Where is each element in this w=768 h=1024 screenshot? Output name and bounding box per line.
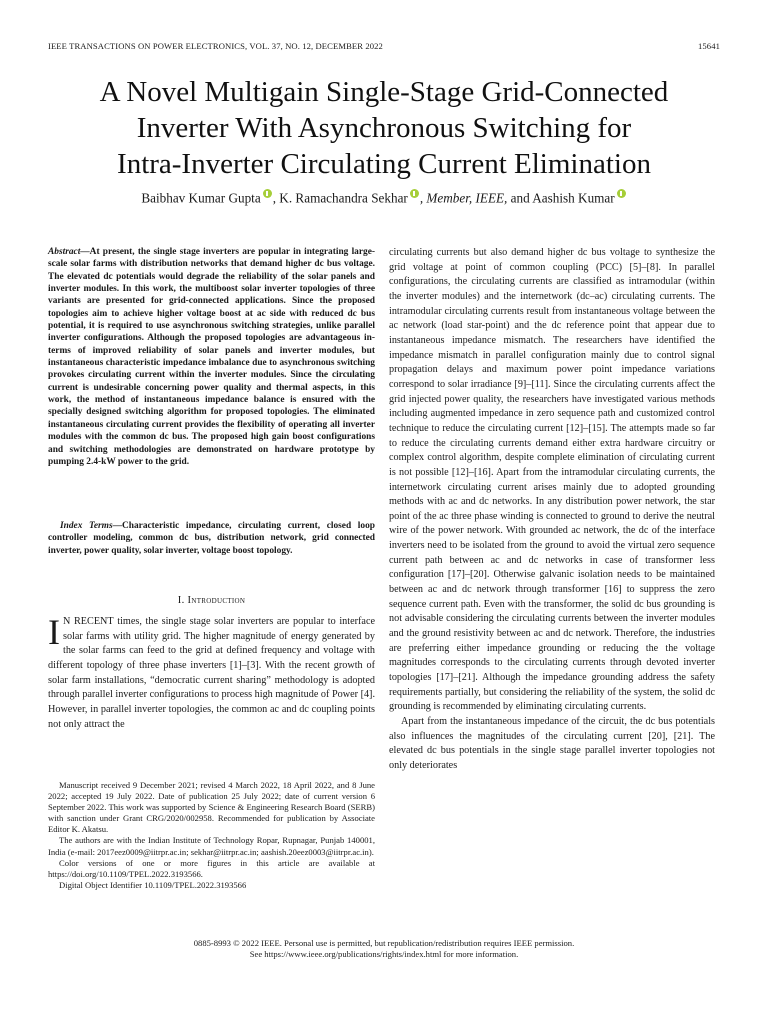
right-column-body — [389, 246, 715, 774]
paragraph: Apart from the instantaneous impedance of the circuit, the dc bus potentials also influences the magnitudes of the circulating current [20], [21]. The elevated dc bus potentials in the single stage parallel inverter topologies not only deteriorates — [389, 716, 715, 771]
title-line-3: Intra-Inverter Circulating Current Elimination — [117, 148, 651, 180]
intro-text: times, the single stage solar inverters are popular to interface solar farms with utility grid. The higher magnitude of energy generated by the solar farms can feed to the grid at defined frequency and voltage with different topology of three phase inverters [1]–[3]. With the recent growth of solar farm installations, “democratic current sharing” methodology is adopted through parallel inverter configurations to process high magnitude of Power [4]. However, in parallel inverter topologies, the common ac and dc coupling points not only attract the — [48, 616, 375, 730]
author-list — [40, 188, 728, 207]
footer-rights-link[interactable]: See https://www.ieee.org/publications/rights/index.html for more information. — [249, 949, 519, 960]
title-line-2: Inverter With Asynchronous Switching for — [136, 112, 632, 144]
journal-name: IEEE TRANSACTIONS ON POWER ELECTRONICS, VOL. 37, NO. 12, DECEMBER 2022 — [48, 41, 383, 51]
drop-cap: I — [48, 612, 60, 652]
index-terms-text: —Characteristic impedance, circulating current, closed loop controller modeling, common dc bus, distribution network, grid connected inverter, power quality, solar inverter, voltage boost topology. — [48, 521, 375, 556]
orcid-icon[interactable] — [410, 189, 419, 198]
footnote-affiliation: The authors are with the Indian Institute of Technology Ropar, Rupnagar, Punjab 140001, India (e-mail: 2017eez0009@iitrpr.ac.in; sekhar@iitrpr.ac.in; aashish.20eez0003@iitrpr.ac.in). — [48, 835, 375, 857]
footnote-doi: Digital Object Identifier 10.1109/TPEL.2022.3193566 — [59, 879, 247, 890]
paragraph: circulating currents but also demand higher dc bus voltage to synthesize the grid voltage at point of common coupling (PCC) [5]–[8]. In parallel configurations, the circulating currents are classified as intramodular (within the inverter modules) and the internetwork (dc–ac) circulating currents. The intramodular circulating currents result from instantaneous voltage between the ac network (load star-point) and the dc reference point that appear due to instantaneous impedance mismatch. The researchers have identified the impedance mismatch in parallel configuration mainly due to control signal propagation delays and maximum power point impedance variations correspond to solar irradiance [9]–[11]. Since the circulating currents affect the grid injected power quality, the researchers have investigated various methods including augmented impedance in zero sequence path and customized control technique to reduce the circulating current [12]–[15]. The attempts made so far to reduce the circulating currents demand either extra hardware circuitry or complex control algorithm, despite complete elimination of circulating current is not possible [12]–[16]. Apart from the intramodular circulating currents, the internetwork circulating current arises mainly due to adopted grounding methods with ac and dc networks. In any distribution power network, the star point of the ac three phase winding is connected to ground to derive the neutral wire of the power network. With grounded ac network, the dc of the interface inverters need to be isolated from the ground to avoid the virtual zero sequence current path between ac and dc networks in case of transformer less configuration [17]–[20]. Otherwise galvanic isolation needs to be maintained between ac and dc network through transformer [16] to suppress the zero sequence current path. Even with the transformer, the solid dc bus grounding is not advisable considering the circulating currents between the inverter modules and the ground resistivity between ac and dc network. Therefore, the industries are preferring either impedance grounding or reducing the the voltage magnitudes corresponds to the circulating currents through devoted inverter topologies [17]–[21]. Although the impedance grounding address the safety requirements partially, but considering the reliability of the system, the solid dc grounding is recommended by eliminating circulating currents. — [389, 247, 715, 713]
intro-first-word: N RECENT — [63, 616, 114, 627]
footnote-manuscript: Manuscript received 9 December 2021; revised 4 March 2022, 18 April 2022, and 8 June 2022; accepted 19 July 2022. Date of publication 25 July 2022; date of current version 6 September 2022. This work was supported by Science & Engineering Research Board (SERB) with sanction under Grant CRG/2020/002958. Recommended for publication by Associate Editor K. Akatsu. — [48, 780, 375, 835]
running-header — [48, 41, 720, 55]
footnote-color-versions: Color versions of one or more figures in this article are available at https://doi.org/10.1109/TPEL.2022.3193566. — [48, 857, 375, 879]
author-2-name: , K. Ramachandra Sekhar — [272, 190, 408, 206]
orcid-icon[interactable] — [617, 189, 626, 198]
abstract — [48, 246, 375, 468]
footer-copyright: 0885-8993 © 2022 IEEE. Personal use is permitted, but republication/redistribution requires IEEE permission. — [193, 938, 575, 948]
author-1-name: Baibhav Kumar Gupta — [141, 190, 261, 206]
title-line-1: A Novel Multigain Single-Stage Grid-Connected — [99, 76, 669, 108]
introduction-body — [48, 612, 375, 732]
index-terms-label: Index Terms — [60, 521, 113, 531]
index-terms — [48, 520, 375, 557]
author-2-membership: , Member, IEEE, — [419, 190, 508, 206]
copyright-footer — [40, 938, 728, 961]
orcid-icon[interactable] — [263, 189, 272, 198]
abstract-label: Abstract — [48, 247, 81, 257]
author-3-name: and Aashish Kumar — [507, 190, 615, 206]
paper-title — [40, 74, 728, 182]
section-heading-introduction: I. Introduction — [177, 595, 246, 606]
abstract-text: —At present, the single stage inverters are popular in integrating large-scale solar farms with distribution networks that demand higher dc bus voltage. The elevated dc potentials would degrade the reliability of the solar panels and inverter modules. In this work, the multiboost solar inverter topologies of three variants are presented for grid-connected applications. Since the proposed topologies aim to achieve higher voltage boost at ac side with reduced dc bus potential, it is required to use asynchronous switching strategies, unlike parallel inverter configurations. Although the proposed topologies are advantageous in-terms of improved reliability of solar panels and inverter modules, but instantaneous characteristic impedance imbalance due to asynchronous switching provokes circulating current within the inverter modules. Since the circulating current is undesirable concerning power quality and thermal aspects, in this work, the method of instantaneous impedance balance is ensured with the specially designed switching algorithm for proposed topologies. The eliminated instantaneous circulating current provides the flexibility of operating all inverter modules with the common dc bus. The proposed high gain boost configurations and switching methodologies are demonstrated on hardware prototype by pumping 2.4-kW power to the grid. — [48, 247, 375, 467]
footnotes — [48, 780, 375, 891]
page-number: 15641 — [698, 41, 720, 51]
